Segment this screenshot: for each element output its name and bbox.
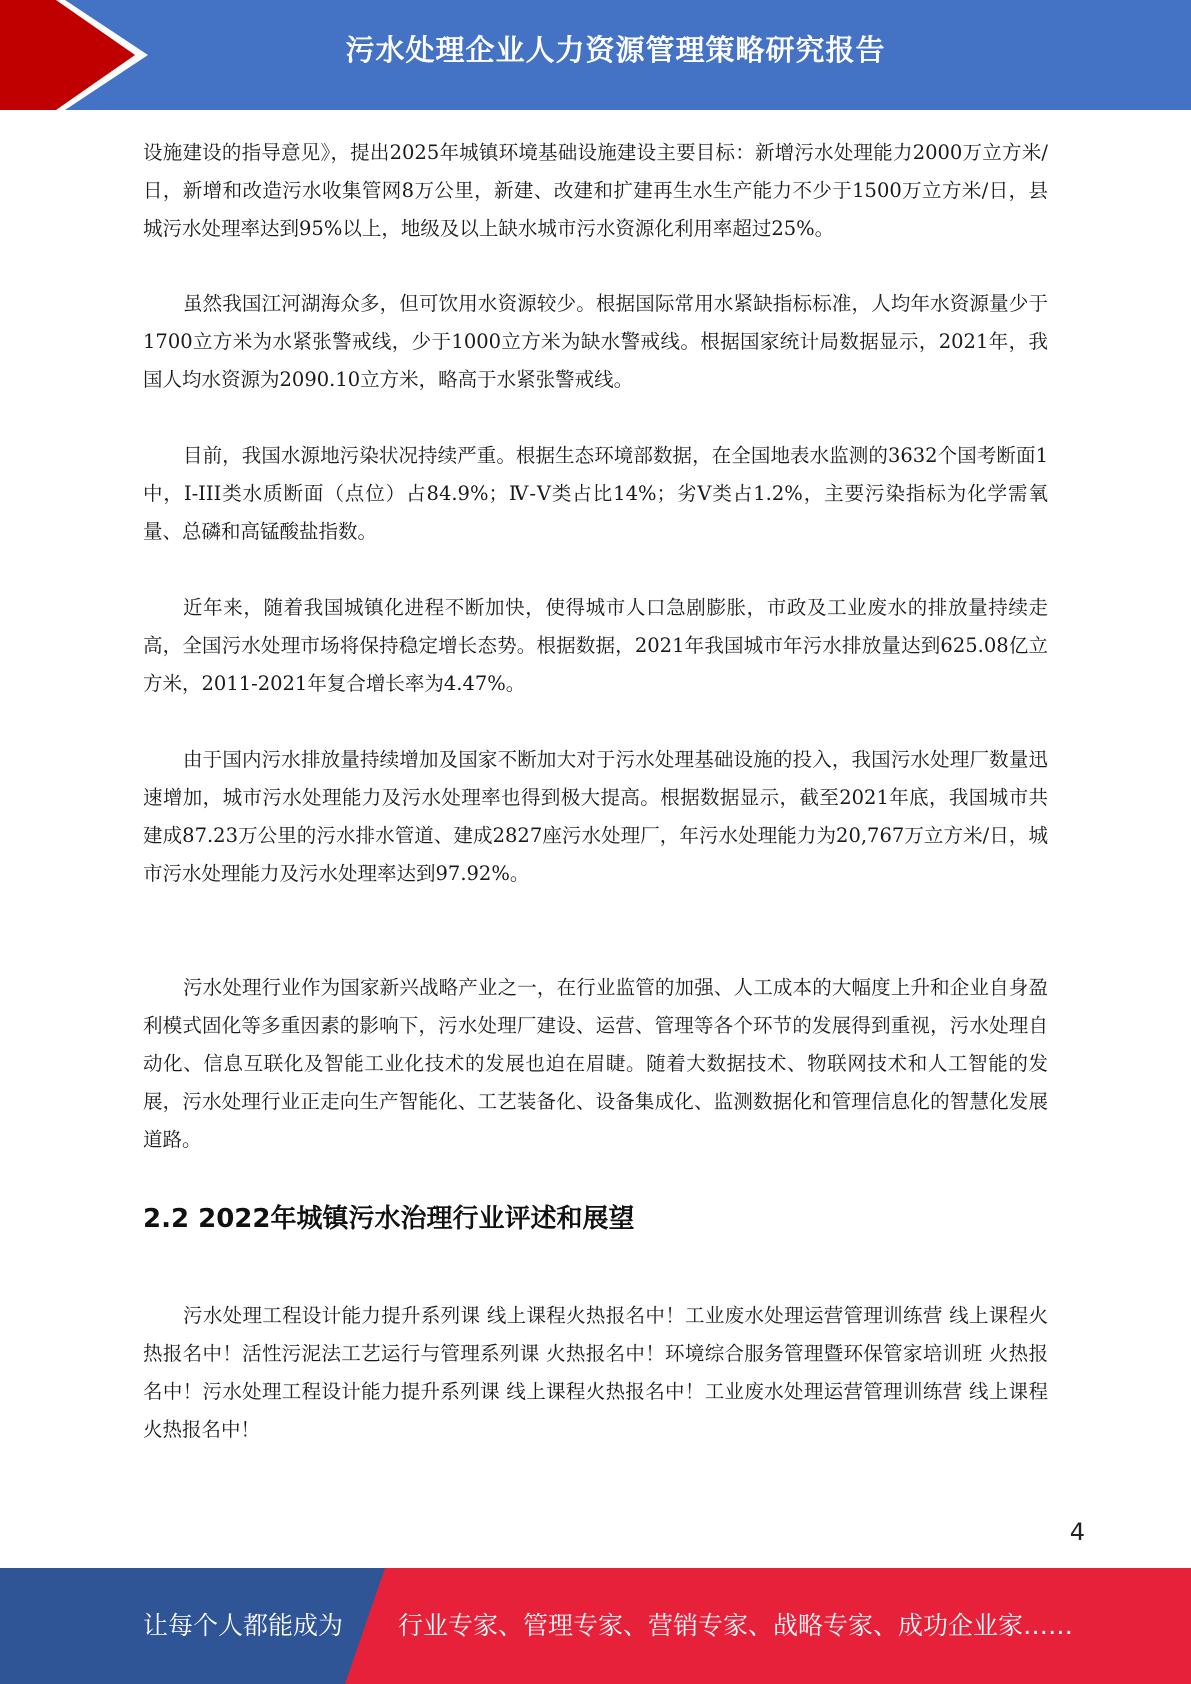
paragraph-1: 设施建设的指导意见》，提出2025年城镇环境基础设施建设主要目标：新增污水处理能力2000万立方米/日，新增和改造污水收集管网8万公里，新建、改建和扩建再生水生产能力不少于1500万立方米/日，县城污水处理率达到95%以上，地级及以上缺水城市污水资源化利用率超过25%。 [143,141,1048,240]
page-footer [0,1568,1191,1684]
paragraph-4: 近年来，随着我国城镇化进程不断加快，使得城市人口急剧膨胀，市政及工业废水的排放量持续走高，全国污水处理市场将保持稳定增长态势。根据数据，2021年我国城市年污水排放量达到625.08亿立方米，2011-2021年复合增长率为4.47%。 [143,596,1048,695]
paragraph-3: 目前，我国水源地污染状况持续严重。根据生态环境部数据，在全国地表水监测的3632个国考断面1中，I-III类水质断面（点位）占84.9%；Ⅳ-Ⅴ类占比14%；劣Ⅴ类占1.2%，主要污染指标为化学需氧量、总磷和高锰酸盐指数。 [143,444,1048,543]
footer-slogan-left: 让每个人都能成为 [143,1611,344,1640]
paragraph-5: 由于国内污水排放量持续增加及国家不断加大对于污水处理基础设施的投入，我国污水处理厂数量迅速增加，城市污水处理能力及污水处理率也得到极大提高。根据数据显示，截至2021年底，我国城市共建成87.23万公里的污水排水管道、建成2827座污水处理厂，年污水处理能力为20,767万立方米/日，城市污水处理能力及污水处理率达到97.92%。 [143,748,1048,885]
section-heading: 2.2 2022年城镇污水治理行业评述和展望 [143,1204,635,1234]
section-paragraph: 污水处理工程设计能力提升系列课 线上课程火热报名中！工业废水处理运营管理训练营 线上课程火热报名中！活性污泥法工艺运行与管理系列课 火热报名中！环境综合服务管理暨环保管家培训班 火热报名中！污水处理工程设计能力提升系列课 线上课程火热报名中！工业废水处理运营管理训练营 线上课程火热报名中！ [143,1304,1048,1441]
page-header [0,0,1191,110]
paragraph-6: 污水处理行业作为国家新兴战略产业之一，在行业监管的加强、人工成本的大幅度上升和企业自身盈利模式固化等多重因素的影响下，污水处理厂建设、运营、管理等各个环节的发展得到重视，污水处理自动化、信息互联化及智能工业化技术的发展也迫在眉睫。随着大数据技术、物联网技术和人工智能的发展，污水处理行业正走向生产智能化、工艺装备化、设备集成化、监测数据化和管理信息化的智慧化发展道路。 [143,976,1048,1151]
document-title: 污水处理企业人力资源管理策略研究报告 [345,33,886,67]
footer-slogan-right: 行业专家、管理专家、营销专家、战略专家、成功企业家…… [398,1611,1074,1640]
paragraph-2: 虽然我国江河湖海众多，但可饮用水资源较少。根据国际常用水紧缺指标标准，人均年水资源量少于1700立方米为水紧张警戒线，少于1000立方米为缺水警戒线。根据国家统计局数据显示，2021年，我国人均水资源为2090.10立方米，略高于水紧张警戒线。 [143,292,1048,391]
page-number: 4 [1069,1518,1085,1546]
